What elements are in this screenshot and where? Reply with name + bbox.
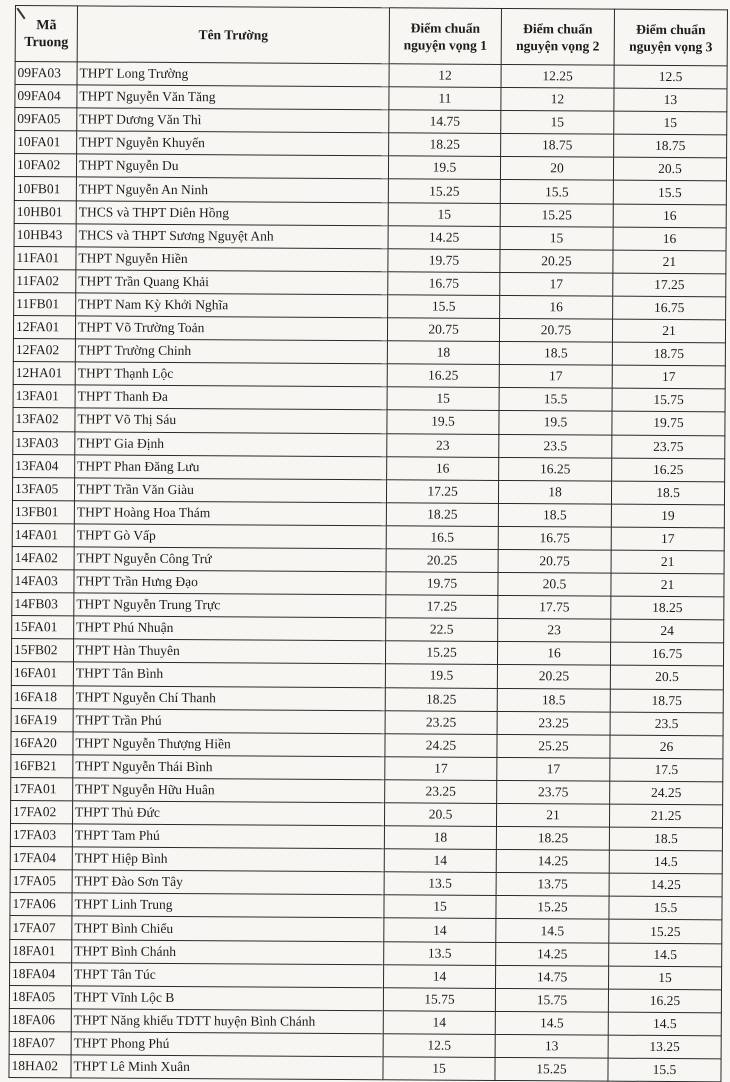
school-code-cell: 10HB43 xyxy=(14,223,76,246)
school-code-cell: 10FA02 xyxy=(14,154,76,177)
score-choice-3-cell: 21 xyxy=(612,319,725,343)
score-choice-3-cell: 26 xyxy=(610,735,723,759)
score-choice-3-cell: 16.25 xyxy=(608,989,721,1013)
school-code-cell: 18FA04 xyxy=(10,962,72,985)
score-choice-1-cell: 16.5 xyxy=(386,526,498,550)
score-choice-1-cell: 11 xyxy=(389,87,501,111)
score-choice-1-cell: 14.75 xyxy=(389,110,501,134)
score-choice-3-cell: 17 xyxy=(611,527,724,551)
score-choice-3-cell: 15.5 xyxy=(613,181,726,205)
school-code-cell: 13FA05 xyxy=(12,477,74,500)
school-name-cell: THPT Tân Túc xyxy=(72,963,384,988)
school-name-cell: THCS và THPT Diên Hồng xyxy=(76,200,388,225)
score-table-page xyxy=(11,5,727,1078)
score-choice-1-cell: 18.25 xyxy=(385,687,497,711)
score-choice-1-cell: 18.25 xyxy=(389,133,501,157)
score-choice-3-cell: 16.75 xyxy=(610,642,723,666)
score-choice-3-cell: 15.25 xyxy=(609,920,722,944)
score-choice-2-cell: 23.5 xyxy=(499,434,612,458)
school-name-cell: THPT Phan Đăng Lưu xyxy=(75,454,387,479)
school-code-cell: 12FA02 xyxy=(13,339,75,362)
score-choice-3-cell: 14.5 xyxy=(609,943,722,967)
school-name-cell: THPT Trần Văn Giàu xyxy=(74,478,386,503)
school-name-cell: THPT Tam Phú xyxy=(72,824,384,849)
school-code-cell: 18FA05 xyxy=(9,985,71,1008)
score-choice-1-cell: 20.5 xyxy=(384,803,496,827)
school-name-cell: THPT Nguyễn Khuyến xyxy=(77,131,389,156)
score-choice-2-cell: 17 xyxy=(500,272,613,296)
school-name-cell: THPT Thanh Đa xyxy=(75,385,387,410)
score-choice-1-cell: 16.25 xyxy=(387,364,499,388)
score-choice-1-cell: 13.5 xyxy=(384,872,496,896)
school-name-cell: THPT Trần Phú xyxy=(73,708,385,733)
score-choice-3-cell: 23.75 xyxy=(612,435,725,459)
school-name-cell: THPT Bình Chánh xyxy=(72,939,384,964)
score-choice-3-cell: 21 xyxy=(613,250,726,274)
score-choice-3-cell: 15.75 xyxy=(612,388,725,412)
score-choice-1-cell: 15 xyxy=(384,895,496,919)
school-name-cell: THPT Dương Văn Thì xyxy=(77,108,389,133)
score-choice-1-cell: 14 xyxy=(384,964,496,988)
score-choice-2-cell: 15.25 xyxy=(495,1057,608,1081)
score-choice-3-cell: 21 xyxy=(611,573,724,597)
admission-score-table xyxy=(8,5,728,1082)
score-choice-3-cell: 14.5 xyxy=(609,850,722,874)
school-code-cell: 09FA04 xyxy=(15,85,77,108)
school-code-cell: 17FA04 xyxy=(10,847,72,870)
school-name-cell: THPT Phong Phú xyxy=(71,1032,383,1057)
header-score-choice-3: Điểm chuẩn nguyện vọng 3 xyxy=(614,9,727,66)
school-name-cell: THPT Vĩnh Lộc B xyxy=(71,986,383,1011)
score-choice-2-cell: 20.25 xyxy=(500,249,613,273)
header-school-code: Mã Truong xyxy=(15,6,77,62)
school-name-cell: THPT Nguyễn Thái Bình xyxy=(73,755,385,780)
score-choice-1-cell: 16.75 xyxy=(388,272,500,296)
score-choice-2-cell: 17.75 xyxy=(498,596,611,620)
school-name-cell: THCS và THPT Sương Nguyệt Anh xyxy=(76,224,388,249)
school-code-cell: 12HA01 xyxy=(13,362,75,385)
school-name-cell: THPT Long Trường xyxy=(77,62,389,87)
score-choice-2-cell: 18.5 xyxy=(497,688,610,712)
score-choice-3-cell: 17.5 xyxy=(610,758,723,782)
school-code-cell: 17FA02 xyxy=(10,800,72,823)
score-choice-2-cell: 16 xyxy=(500,295,613,319)
score-choice-1-cell: 19.5 xyxy=(385,664,497,688)
school-code-cell: 14FA01 xyxy=(12,523,74,546)
school-name-cell: THPT Nguyễn Công Trứ xyxy=(74,547,386,572)
score-choice-1-cell: 20.75 xyxy=(387,318,499,342)
school-name-cell: THPT Gia Định xyxy=(75,431,387,456)
score-choice-2-cell: 15 xyxy=(500,226,613,250)
score-choice-2-cell: 20.75 xyxy=(499,318,612,342)
school-name-cell: THPT Nguyễn Thượng Hiền xyxy=(73,732,385,757)
score-choice-1-cell: 14 xyxy=(384,849,496,873)
school-name-cell: THPT Linh Trung xyxy=(72,893,384,918)
score-choice-3-cell: 21 xyxy=(611,550,724,574)
score-choice-3-cell: 23.5 xyxy=(610,712,723,736)
score-choice-3-cell: 12.5 xyxy=(614,65,727,89)
score-choice-2-cell: 18 xyxy=(498,480,611,504)
score-choice-1-cell: 20.25 xyxy=(386,549,498,573)
table-header xyxy=(15,6,727,66)
score-choice-2-cell: 17 xyxy=(497,757,610,781)
score-choice-3-cell: 18.75 xyxy=(612,342,725,366)
header-score-choice-1: Điểm chuẩn nguyện vọng 1 xyxy=(389,8,501,65)
school-name-cell: THPT Phú Nhuận xyxy=(74,616,386,641)
school-name-cell: THPT Lê Minh Xuân xyxy=(71,1055,383,1080)
school-code-cell: 09FA05 xyxy=(15,108,77,131)
score-choice-1-cell: 23.25 xyxy=(385,710,497,734)
school-name-cell: THPT Nguyễn Chí Thanh xyxy=(73,685,385,710)
score-choice-2-cell: 25.25 xyxy=(497,734,610,758)
school-name-cell: THPT Nguyễn Hữu Huân xyxy=(73,778,385,803)
school-code-cell: 13FA03 xyxy=(13,431,75,454)
score-choice-3-cell: 14.5 xyxy=(608,1012,721,1036)
score-choice-1-cell: 14 xyxy=(384,918,496,942)
school-name-cell: THPT Bình Chiểu xyxy=(72,916,384,941)
school-name-cell: THPT Hoàng Hoa Thám xyxy=(74,501,386,526)
school-code-cell: 13FA01 xyxy=(13,385,75,408)
score-choice-3-cell: 18.25 xyxy=(611,596,724,620)
school-name-cell: THPT Nguyễn Văn Tăng xyxy=(77,85,389,110)
school-name-cell: THPT Thủ Đức xyxy=(72,801,384,826)
school-code-cell: 18FA06 xyxy=(9,1008,71,1031)
score-choice-3-cell: 19.75 xyxy=(612,412,725,436)
score-choice-3-cell: 20.5 xyxy=(613,158,726,182)
school-name-cell: THPT Nguyễn Hiền xyxy=(76,247,388,272)
school-name-cell: THPT Nguyễn Trung Trực xyxy=(74,593,386,618)
school-code-cell: 12FA01 xyxy=(13,316,75,339)
score-choice-2-cell: 13 xyxy=(495,1034,608,1058)
score-choice-3-cell: 16 xyxy=(613,227,726,251)
score-choice-3-cell: 14.25 xyxy=(609,873,722,897)
header-score-choice-2: Điểm chuẩn nguyện vọng 2 xyxy=(501,8,614,65)
score-choice-3-cell: 13.25 xyxy=(608,1035,721,1059)
school-code-cell: 15FA01 xyxy=(12,616,74,639)
score-choice-2-cell: 13.75 xyxy=(496,873,609,897)
school-code-cell: 16FB21 xyxy=(11,754,73,777)
score-choice-2-cell: 12.25 xyxy=(501,64,614,88)
school-name-cell: THPT Nguyễn An Ninh xyxy=(76,177,388,202)
score-choice-2-cell: 23 xyxy=(498,619,611,643)
school-name-cell: THPT Trần Quang Khải xyxy=(76,270,388,295)
score-choice-2-cell: 20.75 xyxy=(498,549,611,573)
score-choice-2-cell: 21 xyxy=(496,803,609,827)
score-choice-1-cell: 24.25 xyxy=(385,733,497,757)
score-choice-2-cell: 16 xyxy=(497,642,610,666)
score-choice-2-cell: 20.25 xyxy=(497,665,610,689)
school-code-cell: 11FB01 xyxy=(14,292,76,315)
school-code-cell: 17FA07 xyxy=(10,916,72,939)
school-name-cell: THPT Tân Bình xyxy=(73,662,385,687)
score-choice-3-cell: 18.5 xyxy=(611,481,724,505)
score-choice-1-cell: 18.25 xyxy=(386,503,498,527)
score-choice-3-cell: 15.5 xyxy=(609,897,722,921)
school-code-cell: 16FA01 xyxy=(11,662,73,685)
score-choice-3-cell: 15 xyxy=(614,111,727,135)
school-name-cell: THPT Năng khiếu TDTT huyện Bình Chánh xyxy=(71,1009,383,1034)
score-choice-1-cell: 22.5 xyxy=(386,618,498,642)
score-choice-1-cell: 16 xyxy=(387,456,499,480)
school-code-cell: 10HB01 xyxy=(14,200,76,223)
score-choice-3-cell: 16 xyxy=(613,204,726,228)
score-choice-1-cell: 15.5 xyxy=(388,295,500,319)
score-choice-3-cell: 17 xyxy=(612,365,725,389)
score-choice-1-cell: 15 xyxy=(388,202,500,226)
score-choice-2-cell: 23.75 xyxy=(497,780,610,804)
school-code-cell: 15FB02 xyxy=(11,639,73,662)
school-code-cell: 17FA05 xyxy=(10,870,72,893)
score-choice-1-cell: 17 xyxy=(385,757,497,781)
school-name-cell: THPT Trần Hưng Đạo xyxy=(74,570,386,595)
score-choice-1-cell: 15.25 xyxy=(385,641,497,665)
score-choice-1-cell: 15.75 xyxy=(383,988,495,1012)
school-name-cell: THPT Hiệp Bình xyxy=(72,847,384,872)
score-choice-3-cell: 20.5 xyxy=(610,666,723,690)
school-code-cell: 17FA01 xyxy=(11,777,73,800)
school-name-cell: THPT Gò Vấp xyxy=(74,524,386,549)
score-choice-1-cell: 23.25 xyxy=(385,780,497,804)
score-choice-1-cell: 19.75 xyxy=(388,249,500,273)
score-choice-3-cell: 16.25 xyxy=(612,458,725,482)
score-choice-2-cell: 15.75 xyxy=(495,988,608,1012)
score-choice-3-cell: 18.75 xyxy=(610,689,723,713)
score-choice-2-cell: 15.5 xyxy=(499,388,612,412)
school-name-cell: THPT Nam Kỳ Khởi Nghĩa xyxy=(76,293,388,318)
header-row xyxy=(15,6,727,66)
score-choice-2-cell: 18.5 xyxy=(499,342,612,366)
score-choice-1-cell: 14.25 xyxy=(388,225,500,249)
school-code-cell: 11FA01 xyxy=(14,246,76,269)
score-choice-3-cell: 15 xyxy=(609,966,722,990)
score-choice-1-cell: 12 xyxy=(389,64,501,88)
score-choice-1-cell: 15 xyxy=(387,387,499,411)
score-choice-1-cell: 17.25 xyxy=(386,595,498,619)
score-choice-1-cell: 14 xyxy=(383,1011,495,1035)
school-code-cell: 13FA02 xyxy=(13,408,75,431)
score-choice-2-cell: 12 xyxy=(501,88,614,112)
score-choice-3-cell: 19 xyxy=(611,504,724,528)
score-choice-1-cell: 17.25 xyxy=(386,479,498,503)
score-choice-3-cell: 13 xyxy=(614,88,727,112)
school-name-cell: THPT Võ Trường Toản xyxy=(75,316,387,341)
score-choice-2-cell: 16.25 xyxy=(499,457,612,481)
school-code-cell: 17FA03 xyxy=(10,824,72,847)
score-choice-1-cell: 15 xyxy=(383,1057,495,1081)
score-choice-2-cell: 14.75 xyxy=(496,965,609,989)
score-choice-1-cell: 19.5 xyxy=(388,156,500,180)
score-choice-1-cell: 19.75 xyxy=(386,572,498,596)
score-choice-2-cell: 23.25 xyxy=(497,711,610,735)
score-choice-3-cell: 24 xyxy=(611,619,724,643)
score-choice-2-cell: 15.25 xyxy=(500,203,613,227)
score-choice-3-cell: 17.25 xyxy=(613,273,726,297)
score-choice-1-cell: 23 xyxy=(387,433,499,457)
school-code-cell: 18FA07 xyxy=(9,1031,71,1054)
score-choice-1-cell: 19.5 xyxy=(387,410,499,434)
score-choice-3-cell: 21.25 xyxy=(609,804,722,828)
score-choice-1-cell: 18 xyxy=(384,826,496,850)
score-choice-2-cell: 15.5 xyxy=(500,180,613,204)
school-code-cell: 10FB01 xyxy=(14,177,76,200)
score-choice-2-cell: 18.25 xyxy=(496,827,609,851)
score-choice-1-cell: 13.5 xyxy=(384,941,496,965)
school-code-cell: 13FA04 xyxy=(13,454,75,477)
score-choice-2-cell: 17 xyxy=(499,365,612,389)
table-body xyxy=(9,62,727,1082)
score-choice-1-cell: 15.25 xyxy=(388,179,500,203)
school-code-cell: 18FA01 xyxy=(10,939,72,962)
school-name-cell: THPT Võ Thị Sáu xyxy=(75,408,387,433)
score-choice-2-cell: 14.25 xyxy=(496,850,609,874)
school-name-cell: THPT Thạnh Lộc xyxy=(75,362,387,387)
school-code-cell: 16FA18 xyxy=(11,685,73,708)
school-name-cell: THPT Trường Chinh xyxy=(75,339,387,364)
school-code-cell: 16FA19 xyxy=(11,708,73,731)
school-code-cell: 11FA02 xyxy=(14,269,76,292)
score-choice-3-cell: 16.75 xyxy=(613,296,726,320)
score-choice-2-cell: 20.5 xyxy=(498,573,611,597)
score-choice-2-cell: 15.25 xyxy=(496,896,609,920)
score-choice-2-cell: 14.5 xyxy=(496,919,609,943)
score-choice-3-cell: 15.5 xyxy=(608,1058,721,1082)
school-code-cell: 18HA02 xyxy=(9,1055,71,1078)
school-code-cell: 10FA01 xyxy=(15,131,77,154)
score-choice-3-cell: 18.5 xyxy=(609,827,722,851)
school-name-cell: THPT Nguyễn Du xyxy=(76,154,388,179)
score-choice-2-cell: 15 xyxy=(501,111,614,135)
score-choice-2-cell: 19.5 xyxy=(499,411,612,435)
score-choice-2-cell: 18.75 xyxy=(501,134,614,158)
score-choice-1-cell: 12.5 xyxy=(383,1034,495,1058)
header-school-name: Tên Trường xyxy=(77,6,389,64)
score-choice-2-cell: 18.5 xyxy=(498,503,611,527)
school-name-cell: THPT Đào Sơn Tây xyxy=(72,870,384,895)
school-code-cell: 14FA03 xyxy=(12,570,74,593)
school-code-cell: 14FB03 xyxy=(12,593,74,616)
score-choice-1-cell: 18 xyxy=(387,341,499,365)
school-name-cell: THPT Hàn Thuyên xyxy=(73,639,385,664)
school-code-cell: 14FA02 xyxy=(12,546,74,569)
score-choice-2-cell: 14.25 xyxy=(496,942,609,966)
school-code-cell: 17FA06 xyxy=(10,893,72,916)
school-code-cell: 09FA03 xyxy=(15,62,77,85)
score-choice-2-cell: 20 xyxy=(500,157,613,181)
score-choice-3-cell: 18.75 xyxy=(614,134,727,158)
score-choice-2-cell: 14.5 xyxy=(495,1011,608,1035)
school-code-cell: 13FB01 xyxy=(12,500,74,523)
school-code-cell: 16FA20 xyxy=(11,731,73,754)
score-choice-3-cell: 24.25 xyxy=(610,781,723,805)
score-choice-2-cell: 16.75 xyxy=(498,526,611,550)
